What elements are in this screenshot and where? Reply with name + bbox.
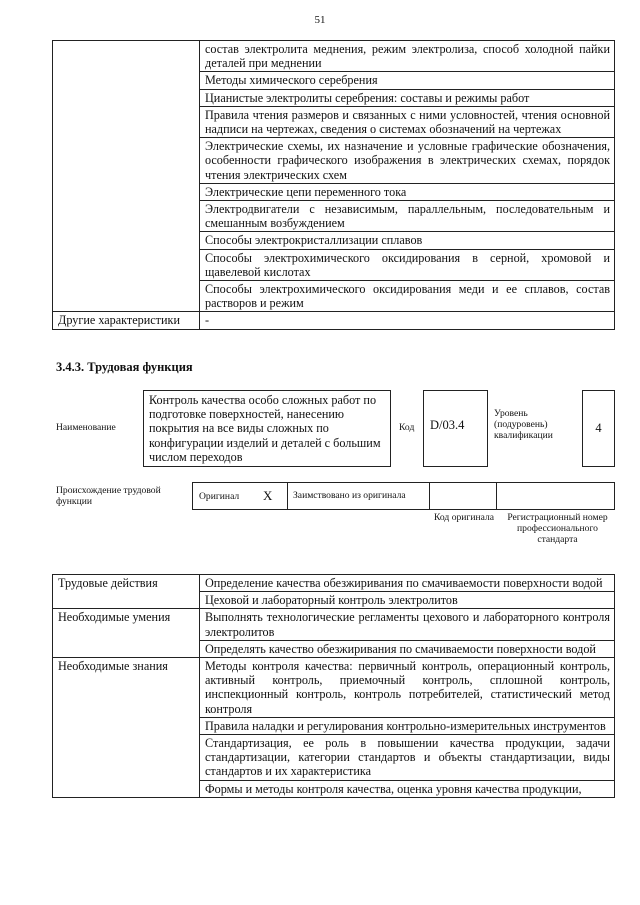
row-label: Необходимые знания: [53, 658, 200, 798]
row-text: Способы электрокристаллизации сплавов: [200, 232, 615, 249]
table-row: [53, 609, 615, 640]
name-label: Наименование: [56, 422, 116, 433]
table-row: [53, 658, 615, 718]
row-text: Выполнять технологические регламенты цехового и лабораторного контроля электролитов: [200, 609, 615, 640]
reg-number-cell: [496, 482, 615, 510]
page-number: 51: [314, 14, 326, 26]
original-cell: [192, 482, 288, 510]
table-row: [53, 312, 615, 329]
row-text: Стандартизация, ее роль в повышении качества продукции, задачи стандартизации, категории стандартов и объекты стандартизации, виды стандартов и их характеристика: [200, 735, 615, 781]
row-text: Способы электрохимического оксидирования в серной, хромовой и щавелевой кислотах: [200, 249, 615, 280]
code-label: Код: [399, 422, 415, 433]
knowledge-table-continued: [52, 40, 615, 330]
borrowed-cell: [287, 482, 430, 510]
row-text: Электродвигатели с независимым, параллельным, последовательным и смешанным возбуждением: [200, 201, 615, 232]
table-row: [53, 41, 615, 72]
row-text: Правила наладки и регулирования контрольно-измерительных инструментов: [200, 717, 615, 734]
row-text: Методы химического серебрения: [200, 72, 615, 89]
row-text: Методы контроля качества: первичный контроль, операционный контроль, активный контроль, приемочный контроль, сплошной контроль, инспекционный контроль, контроль потребителей, статистический метод контроля: [200, 658, 615, 718]
row-text: Цианистые электролиты серебрения: составы и режимы работ: [200, 89, 615, 106]
code-original-caption: Код оригинала: [433, 512, 495, 523]
row-text: Определение качества обезжиривания по смачиваемости поверхности водой: [200, 575, 615, 592]
row-label: Трудовые действия: [53, 575, 200, 609]
reg-number-caption: Регистрационный номер профессионального стандарта: [507, 512, 608, 545]
row-text: -: [200, 312, 615, 329]
row-text: Правила чтения размеров и связанных с ними условностей, чтения основной надписи на чертежах, сведения о системах обозначений на чертежах: [200, 106, 615, 137]
function-details-table: [52, 574, 615, 798]
section-heading: 3.4.3. Трудовая функция: [56, 360, 193, 374]
original-mark: X: [263, 488, 273, 503]
row-text: состав электролита меднения, режим электролиза, способ холодной пайки деталей при меднении: [200, 41, 615, 72]
row-text: Электрические цепи переменного тока: [200, 183, 615, 200]
origin-label: Происхождение трудовой функции: [56, 485, 161, 507]
function-name-box: Контроль качества особо сложных работ по подготовке поверхностей, нанесению покрытия на все виды сложных по конфигурации изделий и деталей с большим числом переходов: [143, 390, 391, 467]
row-label: [53, 41, 200, 312]
table-row: [53, 575, 615, 592]
original-label: Оригинал: [199, 491, 240, 502]
row-text: Способы электрохимического оксидирования меди и ее сплавов, состав растворов и режим: [200, 281, 615, 312]
borrowed-label: Заимствовано из оригинала: [293, 490, 406, 501]
row-label: Другие характеристики: [53, 312, 200, 329]
row-text: Цеховой и лабораторный контроль электролитов: [200, 592, 615, 609]
level-label: Уровень (подуровень) квалификации: [494, 408, 553, 441]
code-value: D/03.4: [423, 390, 488, 467]
row-text: Электрические схемы, их назначение и условные графические обозначения, особенности графического изображения в электрических схемах, порядок чтения электрических схем: [200, 138, 615, 184]
row-text: Формы и методы контроля качества, оценка уровня качества продукции,: [200, 780, 615, 797]
row-label: Необходимые умения: [53, 609, 200, 658]
level-value: 4: [582, 390, 615, 467]
row-text: Определять качество обезжиривания по смачиваемости поверхности водой: [200, 640, 615, 657]
code-original-cell: [429, 482, 497, 510]
